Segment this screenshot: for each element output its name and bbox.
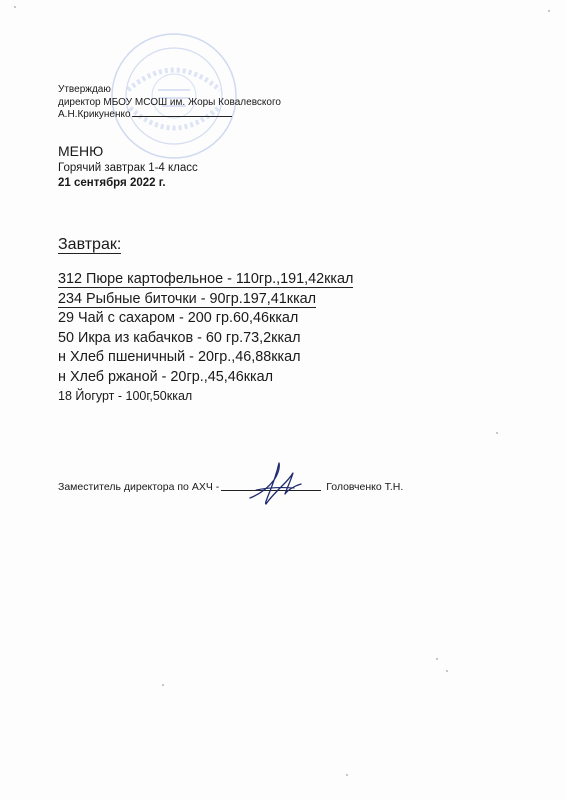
approval-heading: Утверждаю xyxy=(58,84,111,95)
menu-item-text: н Хлеб пшеничный - 20гр.,46,88ккал xyxy=(58,349,301,365)
menu-item-text: н Хлеб ржаной - 20гр.,45,46ккал xyxy=(58,368,274,385)
menu-item-text: 29 Чай с сахаром - 200 гр.60,46ккал xyxy=(58,310,299,326)
scan-speck xyxy=(446,670,448,672)
list-item xyxy=(58,290,518,310)
deputy-name: Головченко Т.Н. xyxy=(326,481,404,493)
scan-speck xyxy=(14,6,16,8)
list-item xyxy=(58,348,518,368)
menu-item-text: 18 Йогурт - 100г,50ккал xyxy=(58,389,193,403)
list-item xyxy=(58,270,518,290)
deputy-signature-line xyxy=(58,481,403,493)
section-title: Завтрак: xyxy=(58,236,122,253)
scan-speck xyxy=(346,774,348,776)
list-item xyxy=(58,329,518,349)
approval-signature-line xyxy=(132,116,232,117)
list-item xyxy=(58,368,518,388)
deputy-label: Заместитель директора по АХЧ - xyxy=(58,481,220,493)
approval-director: директор МБОУ МСОШ им. Жоры Ковалевского xyxy=(58,96,281,108)
approval-name: А.Н.Крикуненко xyxy=(58,109,131,120)
menu-date: 21 сентября 2022 г. xyxy=(58,177,166,189)
approval-block xyxy=(58,84,281,122)
scan-speck xyxy=(496,432,498,434)
approval-signatory xyxy=(58,109,281,122)
menu-item-text: 312 Пюре картофельное - 110гр.,191,42ккал xyxy=(58,271,354,287)
list-item xyxy=(58,387,518,407)
menu-title: МЕНЮ xyxy=(58,143,104,159)
list-item xyxy=(58,309,518,329)
scan-speck xyxy=(162,684,164,686)
handwritten-signature xyxy=(246,458,304,506)
menu-item-text: 50 Икра из кабачков - 60 гр.73,2ккал xyxy=(58,329,301,346)
menu-item-text: 234 Рыбные биточки - 90гр.197,41ккал xyxy=(58,290,317,307)
scan-speck xyxy=(548,10,550,12)
menu-subtitle: Горячий завтрак 1-4 класс xyxy=(58,162,198,174)
menu-list xyxy=(58,270,518,407)
scan-speck xyxy=(436,658,438,660)
section-heading xyxy=(58,236,121,254)
